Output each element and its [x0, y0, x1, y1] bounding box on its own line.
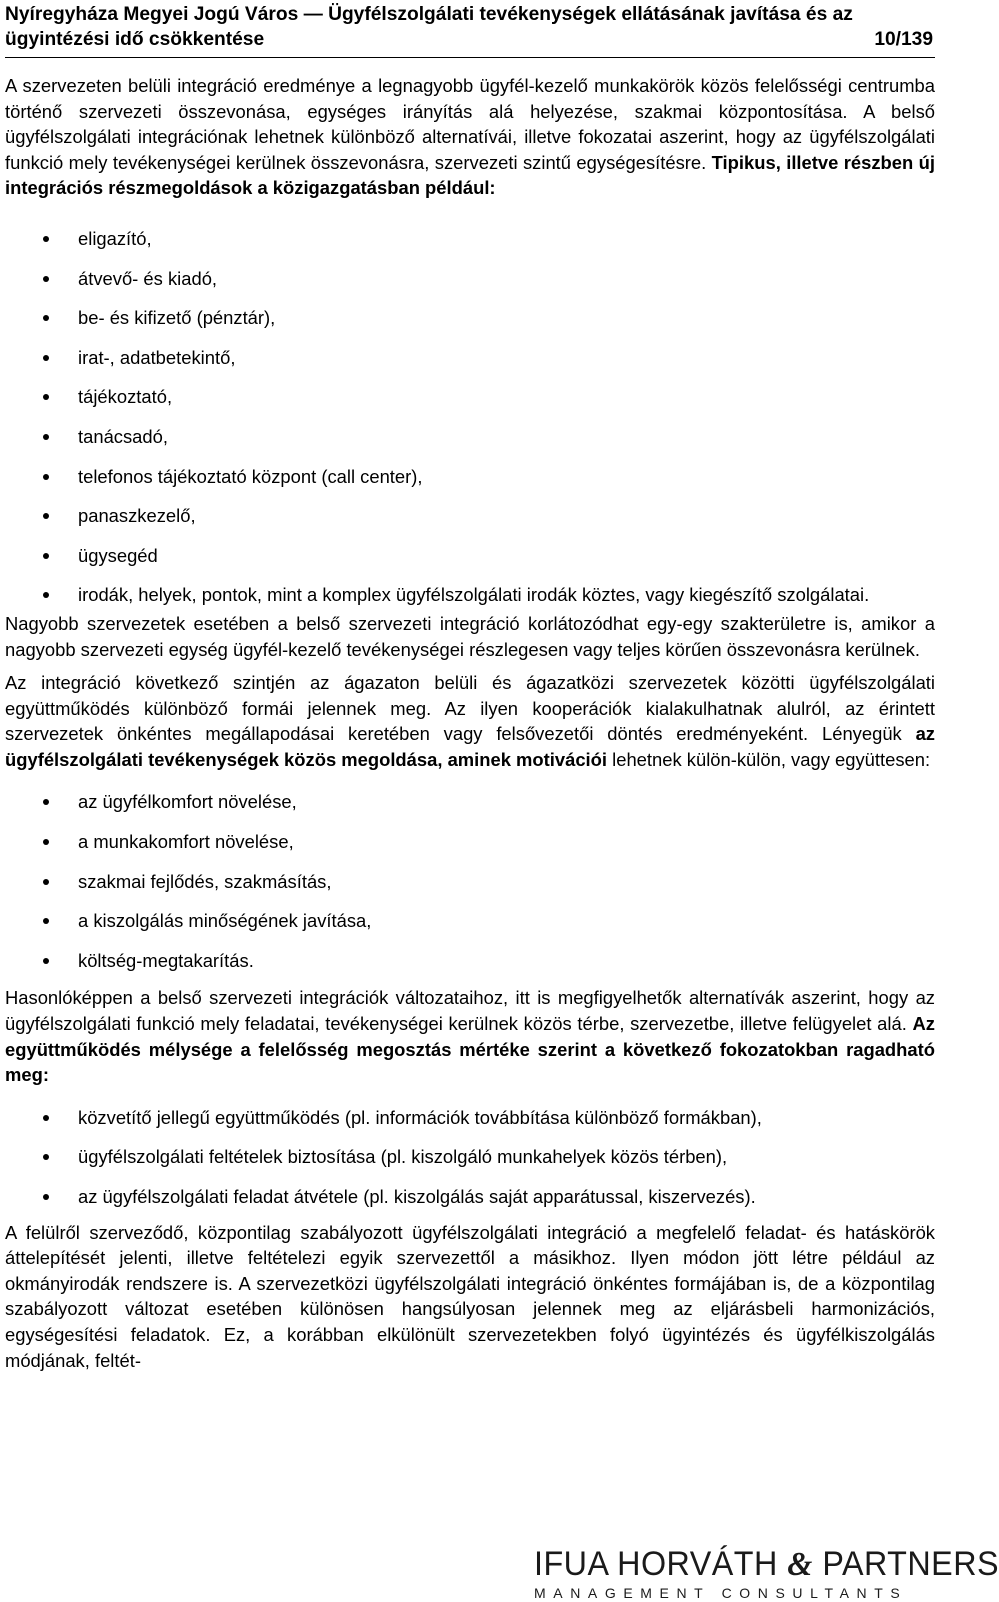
- bullet-icon: [43, 799, 49, 805]
- paragraph-top-down-integration: A felülről szerveződő, központilag szabályozott ügyfélszolgálati integráció a megfelelő feladat- és hatáskörök áttelepítését jelenti, illetve feltételezi egyik szervezettől a másikhoz. Ilyen módon jött létre például az okmányirodák rendszere is. A szervezetközi ügyfélszolgálati integráció önkéntes formájában is, de a központilag szabályozott változat esetében különösen hangsúlyosan jelennek meg az eljárásbeli harmonizációs, egységesítési feladatok. Ez, a korábban elkülönült szervezetekben folyó ügyintézés és ügyfélkiszolgálás módjának, feltét-: [5, 1221, 935, 1371]
- list-item: az ügyfélszolgálati feladat átvétele (pl. kiszolgálás saját apparátussal, kiszervezés).: [5, 1184, 935, 1210]
- list-item: telefonos tájékoztató központ (call center),: [5, 464, 935, 490]
- bullet-icon: [43, 513, 49, 519]
- list-item: a kiszolgálás minőségének javítása,: [5, 908, 935, 934]
- paragraph-text: A szervezeten belüli integráció eredménye a legnagyobb ügyfél-kezelő munkakörök közös felelősségi centrumba történő szervezeti összevonása, egységes irányítás alá helyezése, szakmai központosítása. A belső ügyfélszolgálati integrációnak lehetnek különböző alternatívái, illetve fokozatai aszerint, hogy az ügyfélszolgálati funkció mely tevékenységei kerülnek összevonásra, szervezeti szintű egységesítésre.: [5, 75, 935, 173]
- logo-wordmark: IFUA HORVÁTH & PARTNERS: [534, 1545, 999, 1583]
- paragraph-text: lehetnek külön-külön, vagy együttesen:: [607, 748, 931, 770]
- bullet-icon: [43, 592, 49, 598]
- bullet-list-subsolutions: [5, 226, 935, 608]
- bullet-icon: [43, 1154, 49, 1160]
- company-logo: [534, 1545, 999, 1601]
- page-number: 10/139: [874, 29, 933, 50]
- document-title: Nyíregyháza Megyei Jogú Város — Ügyfélszolgálati tevékenységek ellátásának javítása és az ügyintézési idő csökkentése: [5, 4, 853, 50]
- list-item: közvetítő jellegű együttműködés (pl. információk továbbítása különböző formákban),: [5, 1105, 935, 1131]
- bullet-icon: [43, 315, 49, 321]
- paragraph-text: Hasonlóképpen a belső szervezeti integrációk változataihoz, itt is megfigyelhetők alternatívák aszerint, hogy az ügyfélszolgálati funkció mely feladatai, tevékenységei kerülnek közös térbe, szervezetbe, illetve felügyelet alá.: [5, 987, 935, 1035]
- bullet-icon: [43, 879, 49, 885]
- page-header: [5, 0, 935, 58]
- bullet-icon: [43, 553, 49, 559]
- list-item: tájékoztató,: [5, 384, 935, 410]
- list-item: a munkakomfort növelése,: [5, 829, 935, 855]
- paragraph-large-organizations: Nagyobb szervezetek esetében a belső szervezeti integráció korlátozódhat egy-egy szakterületre is, amikor a nagyobb szervezeti egység ügyfél-kezelő tevékenységei részlegesen vagy teljes körűen összevonásra kerülnek.: [5, 612, 935, 660]
- list-item: irat-, adatbetekintő,: [5, 345, 935, 371]
- paragraph-bold-text: az ügyfélszolgálati tevékenységek közös megoldása, aminek motivációi: [5, 723, 935, 770]
- document-body: [5, 73, 935, 1381]
- list-item: eligazító,: [5, 226, 935, 252]
- list-item: panaszkezelő,: [5, 503, 935, 529]
- list-item: tanácsadó,: [5, 424, 935, 450]
- bullet-list-levels: [5, 1105, 935, 1210]
- bullet-icon: [43, 839, 49, 845]
- paragraph-bold-text: Az együttműködés mélysége a felelősség megosztás mértéke szerint a következő fokozatokban ragadható meg:: [5, 1013, 935, 1086]
- bullet-icon: [43, 236, 49, 242]
- bullet-icon: [43, 474, 49, 480]
- list-item: szakmai fejlődés, szakmásítás,: [5, 869, 935, 895]
- bullet-list-motivations: [5, 789, 935, 973]
- bullet-icon: [43, 355, 49, 361]
- bullet-icon: [43, 1115, 49, 1121]
- bullet-icon: [43, 918, 49, 924]
- list-item: ügysegéd: [5, 543, 935, 569]
- list-item: irodák, helyek, pontok, mint a komplex ügyfélszolgálati irodák köztes, vagy kiegészítő szolgálatai.: [5, 582, 935, 608]
- list-item: költség-megtakarítás.: [5, 948, 935, 974]
- paragraph-bold-text: Tipikus, illetve részben új integrációs részmegoldások a közigazgatásban például:: [5, 151, 936, 199]
- bullet-icon: [43, 434, 49, 440]
- paragraph-cooperation: [5, 670, 935, 772]
- bullet-icon: [43, 394, 49, 400]
- bullet-icon: [43, 1194, 49, 1200]
- bullet-icon: [43, 958, 49, 964]
- logo-ampersand: &: [787, 1546, 813, 1583]
- list-item: ügyfélszolgálati feltételek biztosítása (pl. kiszolgáló munkahelyek közös térben),: [5, 1144, 935, 1170]
- list-item: az ügyfélkomfort növelése,: [5, 789, 935, 815]
- list-item: be- és kifizető (pénztár),: [5, 305, 935, 331]
- list-item: átvevő- és kiadó,: [5, 266, 935, 292]
- bullet-icon: [43, 276, 49, 282]
- paragraph-integration-intro: [5, 73, 935, 201]
- paragraph-text: Az integráció következő szintjén az ágazaton belüli és ágazatközi szervezetek közötti ügyfélszolgálati együttműködés különböző formái jelennek meg. Az ilyen kooperációk kialakulhatnak alulról, az érintett szervezetek önkéntes megállapodásai keretében vagy felsővezetői döntés eredményeként. Lényegük: [5, 672, 935, 745]
- paragraph-cooperation-depth: [5, 985, 935, 1087]
- logo-tagline: MANAGEMENT CONSULTANTS: [534, 1585, 908, 1601]
